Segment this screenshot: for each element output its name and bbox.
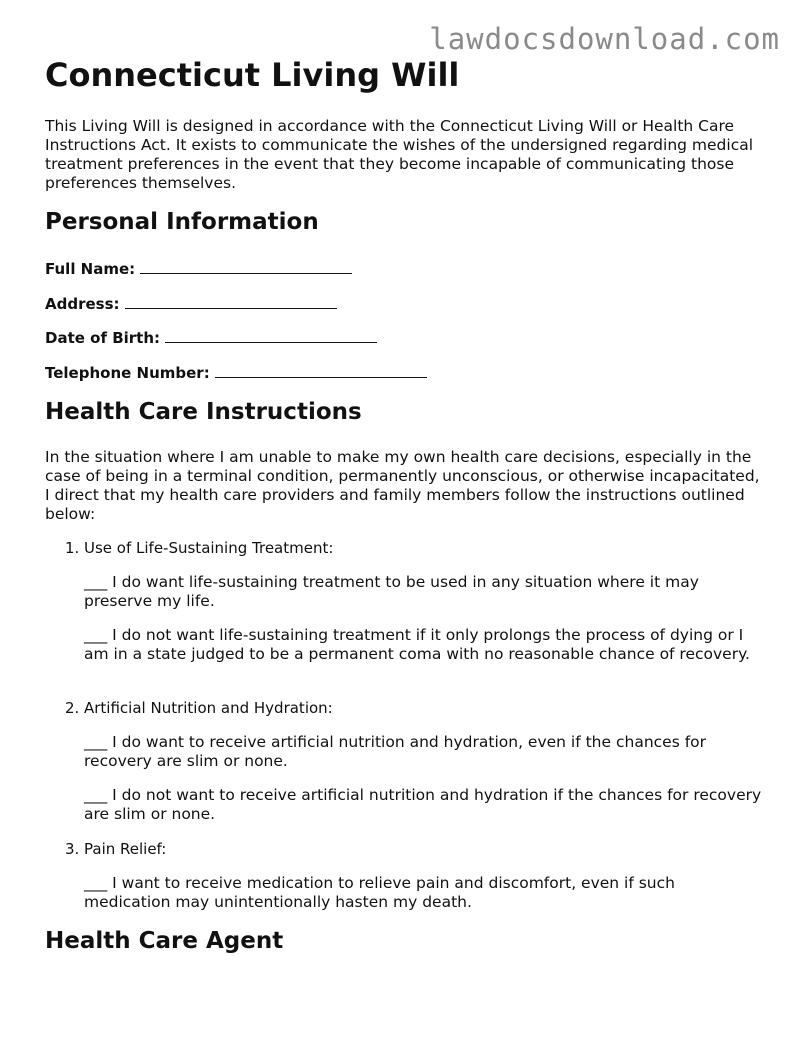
item-2-number: 2. (65, 699, 80, 717)
watermark: lawdocsdownload.com (429, 22, 780, 56)
item-1-option-1[interactable]: ___ I do want life-sustaining treatment to be used in any situation where it may preserve my life. (84, 573, 699, 610)
address-label: Address: (45, 295, 120, 313)
phone-field (45, 363, 427, 382)
personal-info-heading: Personal Information (45, 209, 319, 235)
instructions-intro: In the situation where I am unable to make my own health care decisions, especially in the case of being in a terminal condition, permanently unconscious, or otherwise incapacitated, I direct that my health care providers and family members follow the instructions outlined below: (45, 448, 760, 523)
dob-label: Date of Birth: (45, 329, 161, 347)
item-1-title (65, 539, 333, 557)
dob-field (45, 328, 377, 347)
item-2-option-2[interactable]: ___ I do not want to receive artificial nutrition and hydration if the chances for recovery are slim or none. (84, 786, 762, 823)
item-1-label: Use of Life-Sustaining Treatment: (84, 539, 334, 557)
instructions-heading: Health Care Instructions (45, 399, 362, 425)
item-3-option-1[interactable]: ___ I want to receive medication to relieve pain and discomfort, even if such medication may unintentionally hasten my death. (84, 874, 675, 911)
dob-blank[interactable] (165, 328, 377, 343)
full-name-label: Full Name: (45, 260, 136, 278)
intro-paragraph: This Living Will is designed in accordance with the Connecticut Living Will or Health Care Instructions Act. It exists to communicate the wishes of the undersigned regarding medical treatment preferences in the event that they become incapable of communicating those preferences themselves. (45, 117, 754, 192)
address-blank[interactable] (125, 294, 337, 309)
item-1-option-2[interactable]: ___ I do not want life-sustaining treatment if it only prolongs the process of dying or I am in a state judged to be a permanent coma with no reasonable chance of recovery. (84, 626, 750, 663)
agent-heading: Health Care Agent (45, 928, 284, 954)
item-2-label: Artificial Nutrition and Hydration: (84, 699, 333, 717)
phone-label: Telephone Number: (45, 364, 210, 382)
document-title: Connecticut Living Will (45, 56, 460, 94)
item-1-number: 1. (65, 539, 80, 557)
phone-blank[interactable] (215, 363, 427, 378)
item-2-option-1[interactable]: ___ I do want to receive artificial nutrition and hydration, even if the chances for recovery are slim or none. (84, 733, 707, 770)
item-3-title (65, 840, 166, 858)
item-3-label: Pain Relief: (84, 840, 167, 858)
address-field (45, 294, 337, 313)
item-2-title (65, 699, 333, 717)
item-3-number: 3. (65, 840, 80, 858)
full-name-field (45, 259, 352, 278)
full-name-blank[interactable] (140, 259, 352, 274)
